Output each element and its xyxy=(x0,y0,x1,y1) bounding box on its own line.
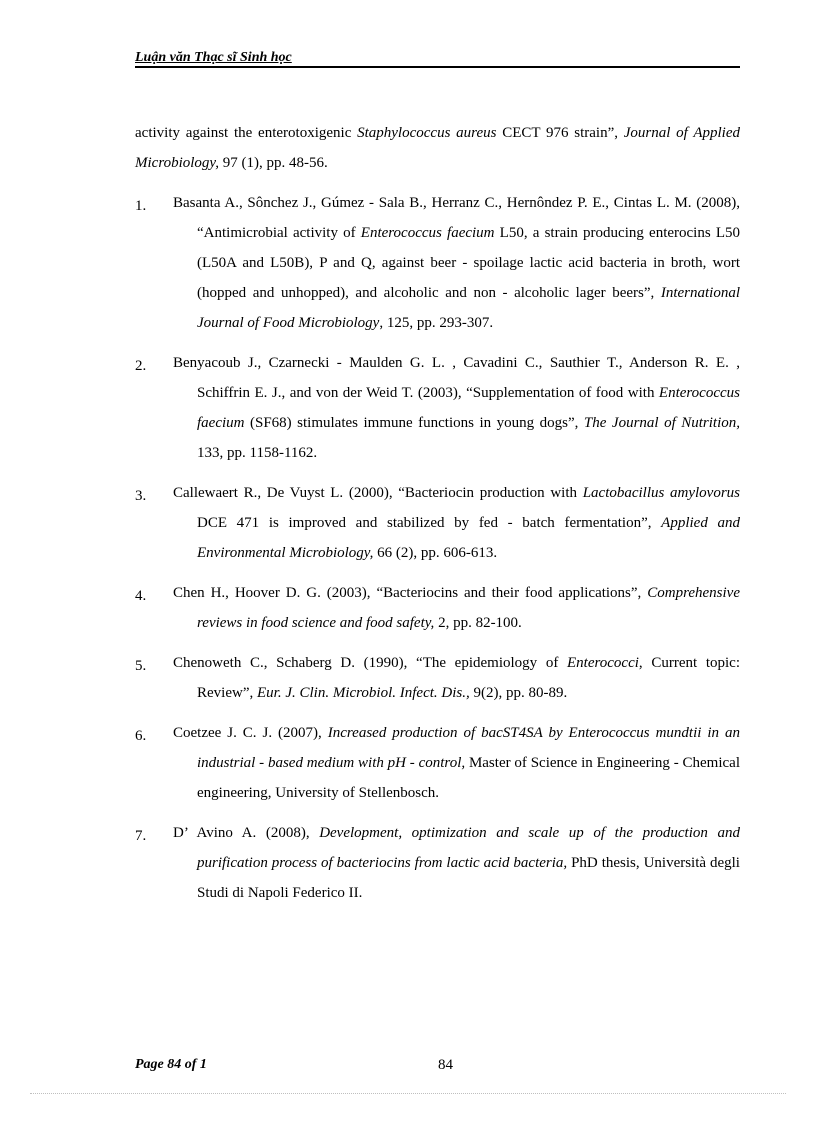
text-segment: L50, a strain producing enterocins L50 (L50A and L50B), P and Q, against beer - spoilage lactic acid bacteria in broth, wort (hopped and unhopped), and alcoholic and non - alcoholic lager beers”, xyxy=(197,225,741,301)
reference-item xyxy=(135,648,740,708)
italic-segment: Staphylococcus aureus xyxy=(357,125,497,141)
text-segment: Master of Science in Engineering - Chemical engineering, University of Stellenbosch. xyxy=(197,755,740,801)
italic-segment: Enterococcus faecium xyxy=(197,385,740,431)
text-segment: DCE 471 is improved and stabilized by fed - batch fermentation”, xyxy=(197,515,662,531)
text-segment: PhD thesis, Università degli Studi di Napoli Federico II. xyxy=(197,855,740,901)
text-segment: 133, pp. 1158-1162. xyxy=(197,445,318,461)
page-header xyxy=(135,50,740,68)
text-segment: D’ Avino A. (2008), xyxy=(173,825,320,841)
text-segment: Chenoweth C., Schaberg D. (1990), “The epidemiology of xyxy=(173,655,567,671)
text-segment: CECT 976 strain”, xyxy=(496,125,624,141)
text-segment: activity against the enterotoxigenic xyxy=(135,125,358,141)
reference-number: 1. xyxy=(135,198,147,214)
text-segment: 66 (2), pp. 606-613. xyxy=(373,545,498,561)
header-title: Luận văn Thạc sĩ Sinh học xyxy=(135,50,292,65)
thesis-title: Development, optimization and scale up of the production and purification process of bacteriocins from lactic acid bacteria, xyxy=(197,825,740,871)
text-segment: Coetzee J. C. J. (2007), xyxy=(173,725,328,741)
reference-item xyxy=(135,348,740,468)
text-segment: Basanta A., Sônchez J., Gúmez - Sala B., Herranz C., Hernôndez P. E., Cintas L. M. (2008), “Antimicrobial activity of xyxy=(173,195,740,241)
text-segment: Chen H., Hoover D. G. (2003), “Bacteriocins and their food applications”, xyxy=(173,585,648,601)
text-segment: 2, pp. 82-100. xyxy=(434,615,522,631)
reference-number: 7. xyxy=(135,828,147,844)
italic-segment: Enterococcus faecium xyxy=(360,225,495,241)
reference-item xyxy=(135,188,740,338)
journal-title: Eur. J. Clin. Microbiol. Infect. Dis., xyxy=(256,685,470,701)
reference-number: 4. xyxy=(135,588,147,604)
reference-continuation xyxy=(135,118,740,178)
text-segment: Callewaert R., De Vuyst L. (2000), “Bacteriocin production with xyxy=(173,485,583,501)
reference-number: 2. xyxy=(135,358,147,374)
text-segment: 9(2), pp. 80-89. xyxy=(469,685,568,701)
journal-title: Journal of Applied Microbiology, xyxy=(135,125,740,171)
text-segment: 97 (1), pp. 48-56. xyxy=(219,155,328,171)
journal-title: International Journal of Food Microbiology xyxy=(197,285,740,331)
journal-title: Applied and Environmental Microbiology, xyxy=(197,515,740,561)
italic-segment: Enterococci xyxy=(567,655,639,671)
page-bottom-divider xyxy=(30,1093,786,1094)
references-body xyxy=(135,118,740,908)
reference-number: 6. xyxy=(135,728,147,744)
footer-page-label: Page 84 of 1 xyxy=(135,1057,207,1072)
text-segment: (SF68) stimulates immune functions in young dogs”, xyxy=(244,415,584,431)
reference-item xyxy=(135,718,740,808)
reference-item xyxy=(135,578,740,638)
reference-number: 3. xyxy=(135,488,147,504)
text-segment: , Current topic: Review”, xyxy=(197,655,740,701)
reference-item xyxy=(135,478,740,568)
thesis-title: Increased production of bacST4SA by Enterococcus mundtii in an industrial - based medium with pH - control, xyxy=(197,725,740,771)
journal-title: The Journal of Nutrition, xyxy=(583,415,741,431)
reference-number: 5. xyxy=(135,658,147,674)
footer-page-number: 84 xyxy=(438,1057,453,1073)
text-segment: , 125, pp. 293-307. xyxy=(379,315,494,331)
italic-segment: Lactobacillus amylovorus xyxy=(582,485,741,501)
text-segment: Benyacoub J., Czarnecki - Maulden G. L. , Cavadini C., Sauthier T., Anderson R. E. , Schiffrin E. J., and von der Weid T. (2003), “Supplementation of food with xyxy=(173,355,740,401)
reference-item xyxy=(135,818,740,908)
journal-title: Comprehensive reviews in food science and food safety, xyxy=(197,585,740,631)
